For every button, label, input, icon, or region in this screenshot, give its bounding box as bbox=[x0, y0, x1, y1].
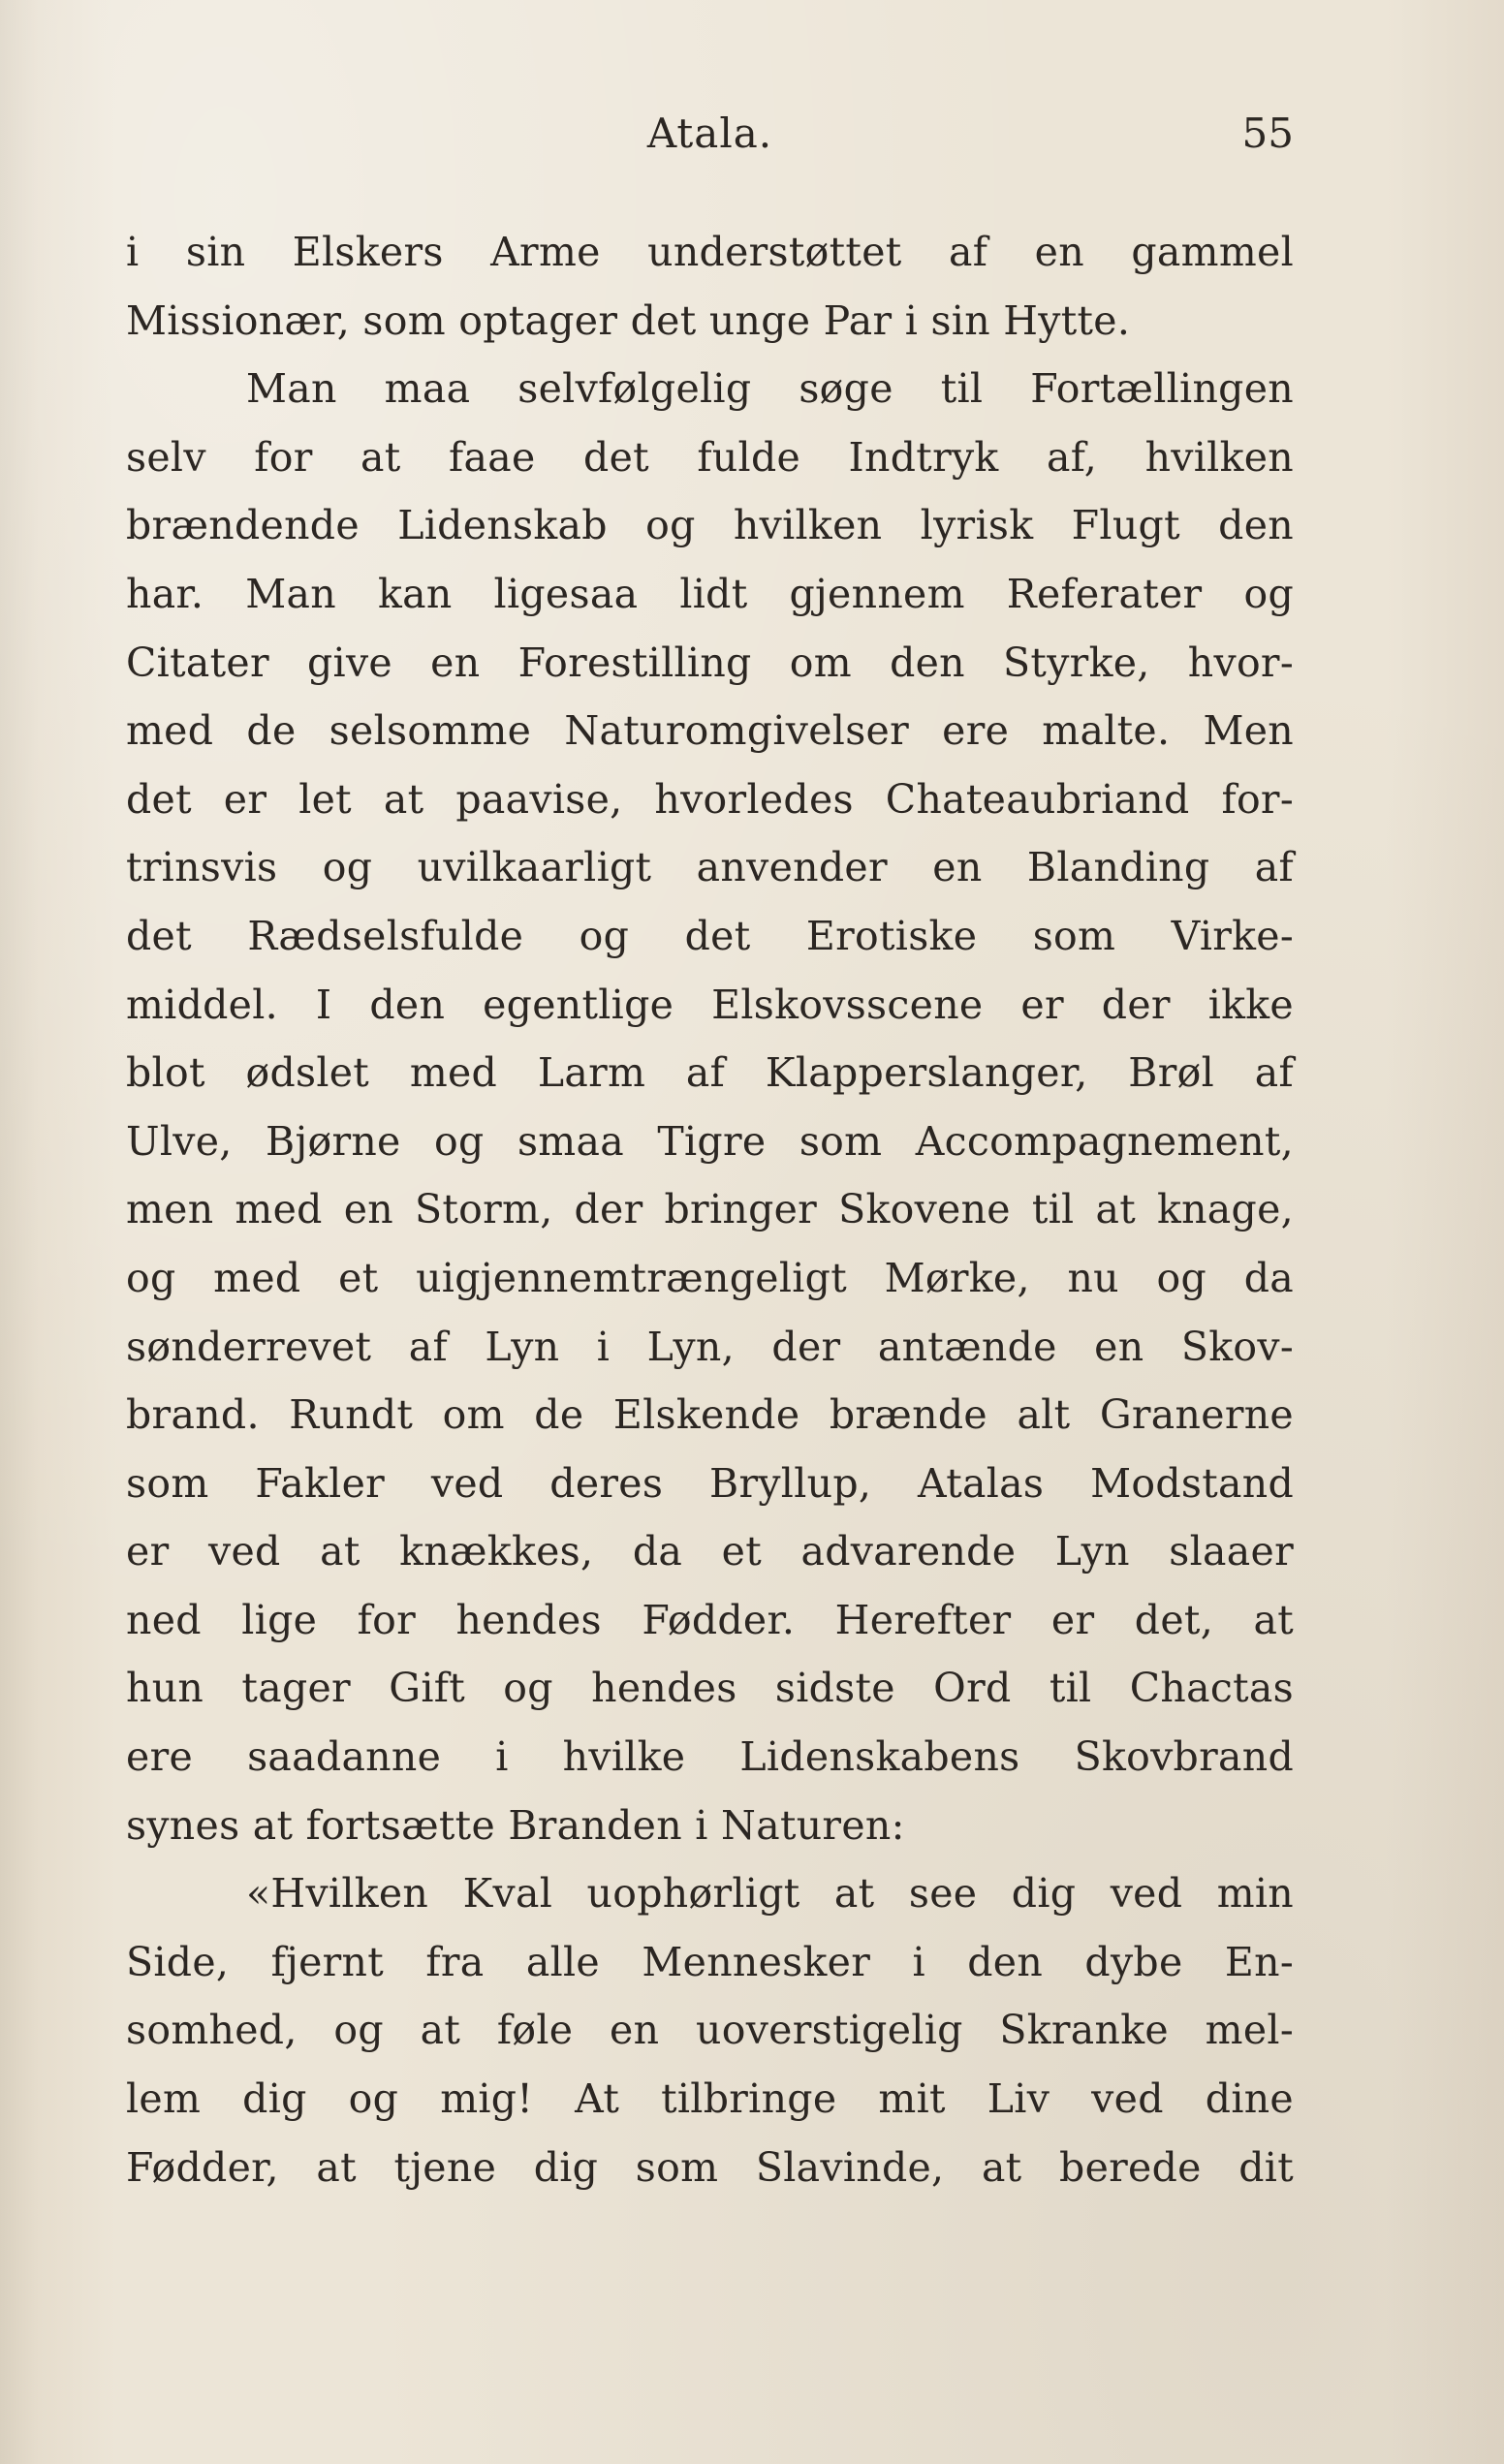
text-line: blot ødslet med Larm af Klapperslanger, Brøl af bbox=[126, 1049, 1294, 1097]
text-line: med de selsomme Naturomgivelser ere malte. Men bbox=[126, 707, 1294, 755]
text-line: selv for at faae det fulde Indtryk af, hvilken bbox=[126, 433, 1294, 481]
text-line: sønderrevet af Lyn i Lyn, der antænde en Skov- bbox=[126, 1323, 1294, 1370]
text-line: Fødder, at tjene dig som Slavinde, at berede dit bbox=[126, 2143, 1294, 2191]
text-line: Man maa selvfølgelig søge til Fortællingen bbox=[246, 365, 1294, 413]
running-title: Atala. bbox=[646, 109, 773, 157]
text-line: har. Man kan ligesaa lidt gjennem Referater og bbox=[126, 570, 1294, 617]
text-line: ere saadanne i hvilke Lidenskabens Skovbrand bbox=[126, 1733, 1294, 1781]
text-line: synes at fortsætte Branden i Naturen: bbox=[126, 1801, 905, 1849]
text-line: men med en Storm, der bringer Skovene til at knage, bbox=[126, 1186, 1294, 1233]
text-line: middel. I den egentlige Elskovsscene er der ikke bbox=[126, 981, 1294, 1028]
page-number: 55 bbox=[1241, 109, 1294, 157]
text-line: og med et uigjennemtrængeligt Mørke, nu og da bbox=[126, 1254, 1294, 1301]
text-line: i sin Elskers Arme understøttet af en gammel bbox=[126, 229, 1294, 275]
text-line: det er let at paavise, hvorledes Chateaubriand for- bbox=[126, 775, 1294, 823]
text-line: det Rædselsfulde og det Erotiske som Virke- bbox=[126, 912, 1294, 959]
page-header bbox=[126, 105, 1294, 163]
text-line: er ved at knækkes, da et advarende Lyn slaaer bbox=[126, 1528, 1294, 1575]
body-text bbox=[126, 218, 1294, 2201]
text-line: Side, fjernt fra alle Mennesker i den dybe En- bbox=[126, 1938, 1294, 1985]
text-line: Missionær, som optager det unge Par i sin Hytte. bbox=[126, 296, 1131, 344]
text-line: Citater give en Forestilling om den Styrke, hvor- bbox=[126, 639, 1294, 686]
text-line: trinsvis og uvilkaarligt anvender en Blanding af bbox=[126, 844, 1294, 891]
text-line: brand. Rundt om de Elskende brænde alt Granerne bbox=[126, 1391, 1294, 1439]
text-line: lem dig og mig! At tilbringe mit Liv ved dine bbox=[126, 2075, 1294, 2123]
text-line: brændende Lidenskab og hvilken lyrisk Flugt den bbox=[126, 502, 1294, 549]
text-line: ned lige for hendes Fødder. Herefter er det, at bbox=[126, 1596, 1294, 1643]
text-line: «Hvilken Kval uophørligt at see dig ved min bbox=[246, 1870, 1294, 1918]
text-line: hun tager Gift og hendes sidste Ord til Chactas bbox=[126, 1665, 1294, 1712]
text-line: somhed, og at føle en uoverstigelig Skranke mel- bbox=[126, 2007, 1294, 2054]
text-line: som Fakler ved deres Bryllup, Atalas Modstand bbox=[126, 1459, 1294, 1507]
text-line: Ulve, Bjørne og smaa Tigre som Accompagnement, bbox=[126, 1117, 1294, 1165]
